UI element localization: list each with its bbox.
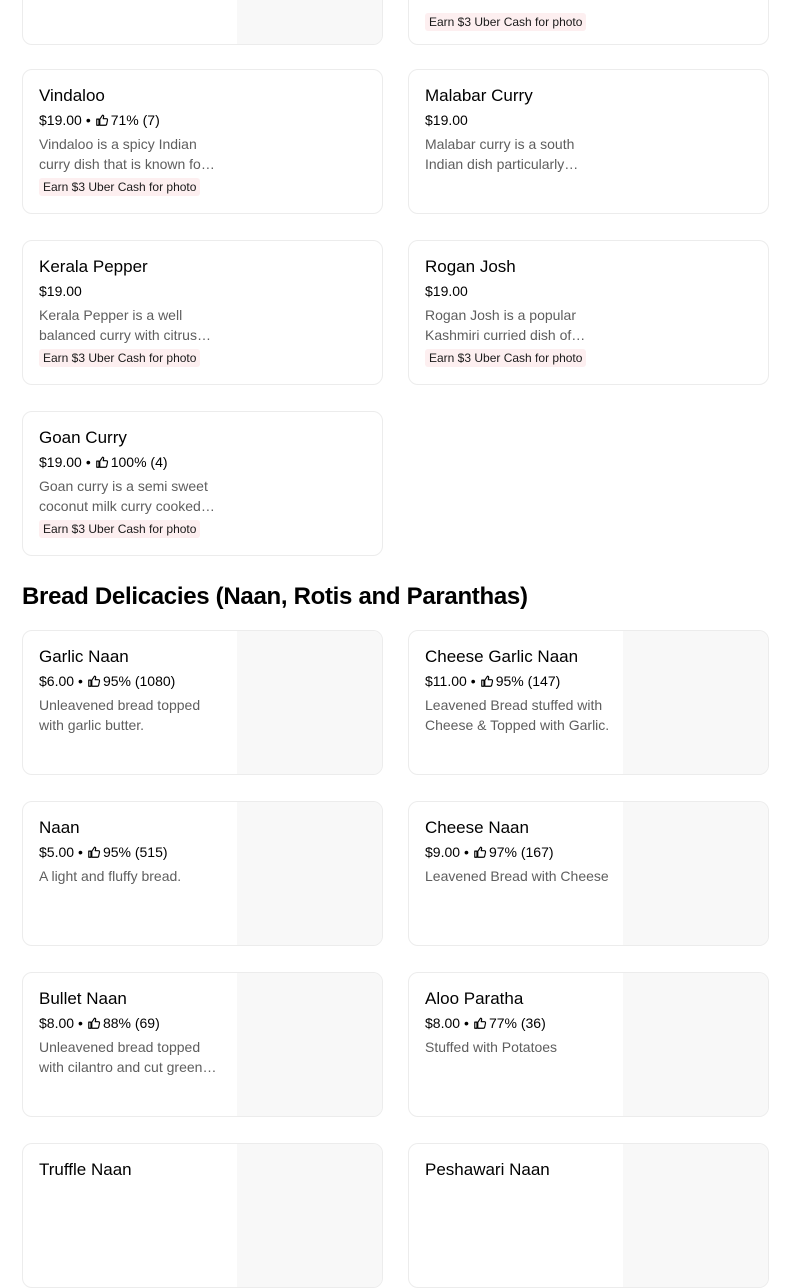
thumbs-up-icon	[95, 455, 109, 469]
item-description: A light and fluffy bread.	[39, 868, 182, 884]
separator-dot: •	[85, 454, 91, 470]
uber-cash-promo: Earn $3 Uber Cash for photo	[425, 349, 586, 367]
item-rating: 88% (69)	[102, 1015, 160, 1031]
uber-cash-promo: Earn $3 Uber Cash for photo	[39, 520, 200, 538]
item-price: $5.00	[39, 844, 75, 860]
item-description: Vindaloo is a spicy Indian curry dish that is known for	[39, 136, 206, 172]
item-rating: 95% (147)	[495, 673, 561, 689]
item-price: $8.00	[425, 1015, 461, 1031]
uber-cash-promo: Earn $3 Uber Cash for photo	[425, 13, 586, 31]
item-meta	[39, 111, 219, 129]
item-title: Peshawari Naan	[425, 1160, 550, 1179]
item-meta	[425, 843, 610, 861]
item-rating: 95% (1080)	[102, 673, 176, 689]
item-title: Malabar Curry	[425, 86, 533, 105]
menu-item-kerala-pepper[interactable]	[22, 240, 383, 385]
item-price: $19.00	[39, 112, 82, 128]
item-title: Vindaloo	[39, 86, 105, 105]
thumbs-up-icon	[87, 845, 101, 859]
item-description: Rogan Josh is a popular Kashmiri curried dish of	[425, 307, 576, 343]
item-price: $19.00	[425, 283, 468, 299]
menu-item-malabar-curry[interactable]	[408, 69, 769, 214]
uber-cash-promo: Earn $3 Uber Cash for photo	[39, 178, 200, 196]
item-rating: 77% (36)	[488, 1015, 546, 1031]
item-meta	[425, 672, 610, 690]
separator-dot: •	[78, 673, 83, 689]
item-description: Unleavened bread topped with cilantro and cut green	[39, 1039, 203, 1075]
item-title: Bullet Naan	[39, 989, 127, 1008]
menu-item-aloo-paratha[interactable]	[408, 972, 769, 1117]
item-meta	[39, 282, 219, 300]
item-title: Aloo Paratha	[425, 989, 524, 1008]
thumbs-up-icon	[95, 113, 109, 127]
item-price: $19.00	[39, 283, 82, 299]
item-price: $6.00	[39, 673, 75, 689]
item-meta	[39, 672, 224, 690]
menu-item-goan-curry[interactable]	[22, 411, 383, 556]
menu-item-image	[237, 631, 382, 774]
item-meta	[39, 453, 219, 471]
item-price: $8.00	[39, 1015, 75, 1031]
menu-item-vindaloo[interactable]	[22, 69, 383, 214]
menu-item-bullet-naan[interactable]	[22, 972, 383, 1117]
item-price: $9.00	[425, 844, 461, 860]
thumbs-up-icon	[473, 1016, 487, 1030]
item-price: $19.00	[39, 454, 82, 470]
item-title: Cheese Naan	[425, 818, 529, 837]
menu-item-rogan-josh[interactable]	[408, 240, 769, 385]
separator-dot: •	[85, 112, 91, 128]
item-title: Kerala Pepper	[39, 257, 148, 276]
item-meta	[425, 1014, 610, 1032]
item-description: Unleavened bread topped with garlic butter.	[39, 697, 201, 733]
thumbs-up-icon	[473, 845, 487, 859]
item-title: Truffle Naan	[39, 1160, 132, 1179]
menu-item-image	[623, 973, 768, 1116]
item-meta	[425, 282, 605, 300]
item-title: Cheese Garlic Naan	[425, 647, 579, 666]
item-price: $11.00	[425, 673, 467, 689]
item-title: Garlic Naan	[39, 647, 129, 666]
item-title: Goan Curry	[39, 428, 127, 447]
uber-cash-promo: Earn $3 Uber Cash for photo	[39, 349, 200, 367]
item-description: Kerala Pepper is a well balanced curry with citrus	[39, 307, 197, 343]
menu-item-naan[interactable]	[22, 801, 383, 946]
menu-item-image	[623, 802, 768, 945]
thumbs-up-icon	[87, 1016, 101, 1030]
menu-item-card[interactable]	[408, 0, 769, 45]
item-description: Goan curry is a semi sweet coconut milk curry cooked	[39, 478, 208, 514]
item-rating: 100% (4)	[110, 454, 168, 470]
separator-dot: •	[78, 844, 83, 860]
item-meta	[39, 1014, 224, 1032]
item-rating: 71% (7)	[110, 112, 160, 128]
menu-item-garlic-naan[interactable]	[22, 630, 383, 775]
item-title: Rogan Josh	[425, 257, 516, 276]
menu-item-image	[237, 973, 382, 1116]
menu-item-cheese-garlic-naan[interactable]	[408, 630, 769, 775]
item-rating: 95% (515)	[102, 844, 168, 860]
item-title: Naan	[39, 818, 80, 837]
item-rating: 97% (167)	[488, 844, 554, 860]
thumbs-up-icon	[87, 674, 101, 688]
separator-dot: •	[470, 673, 476, 689]
item-description: Leavened Bread stuffed with Cheese & Topped with Garlic.	[425, 697, 610, 733]
item-meta	[425, 111, 605, 129]
menu-item-cheese-naan[interactable]	[408, 801, 769, 946]
menu-item-image	[237, 1144, 382, 1287]
separator-dot: •	[464, 844, 469, 860]
separator-dot: •	[464, 1015, 469, 1031]
item-meta	[39, 843, 224, 861]
menu-item-image	[623, 631, 768, 774]
menu-item-image	[237, 802, 382, 945]
menu-item-image	[237, 0, 382, 44]
menu-item-card[interactable]	[22, 0, 383, 45]
menu-item-image	[623, 1144, 768, 1287]
section-title-bread: Bread Delicacies (Naan, Rotis and Paranthas)	[22, 583, 528, 610]
separator-dot: •	[78, 1015, 83, 1031]
item-description: Malabar curry is a south Indian dish particularly	[425, 136, 575, 172]
item-price: $19.00	[425, 112, 468, 128]
thumbs-up-icon	[480, 674, 494, 688]
item-description: Stuffed with Potatoes	[425, 1039, 558, 1055]
item-description: Leavened Bread with Cheese	[425, 868, 609, 884]
